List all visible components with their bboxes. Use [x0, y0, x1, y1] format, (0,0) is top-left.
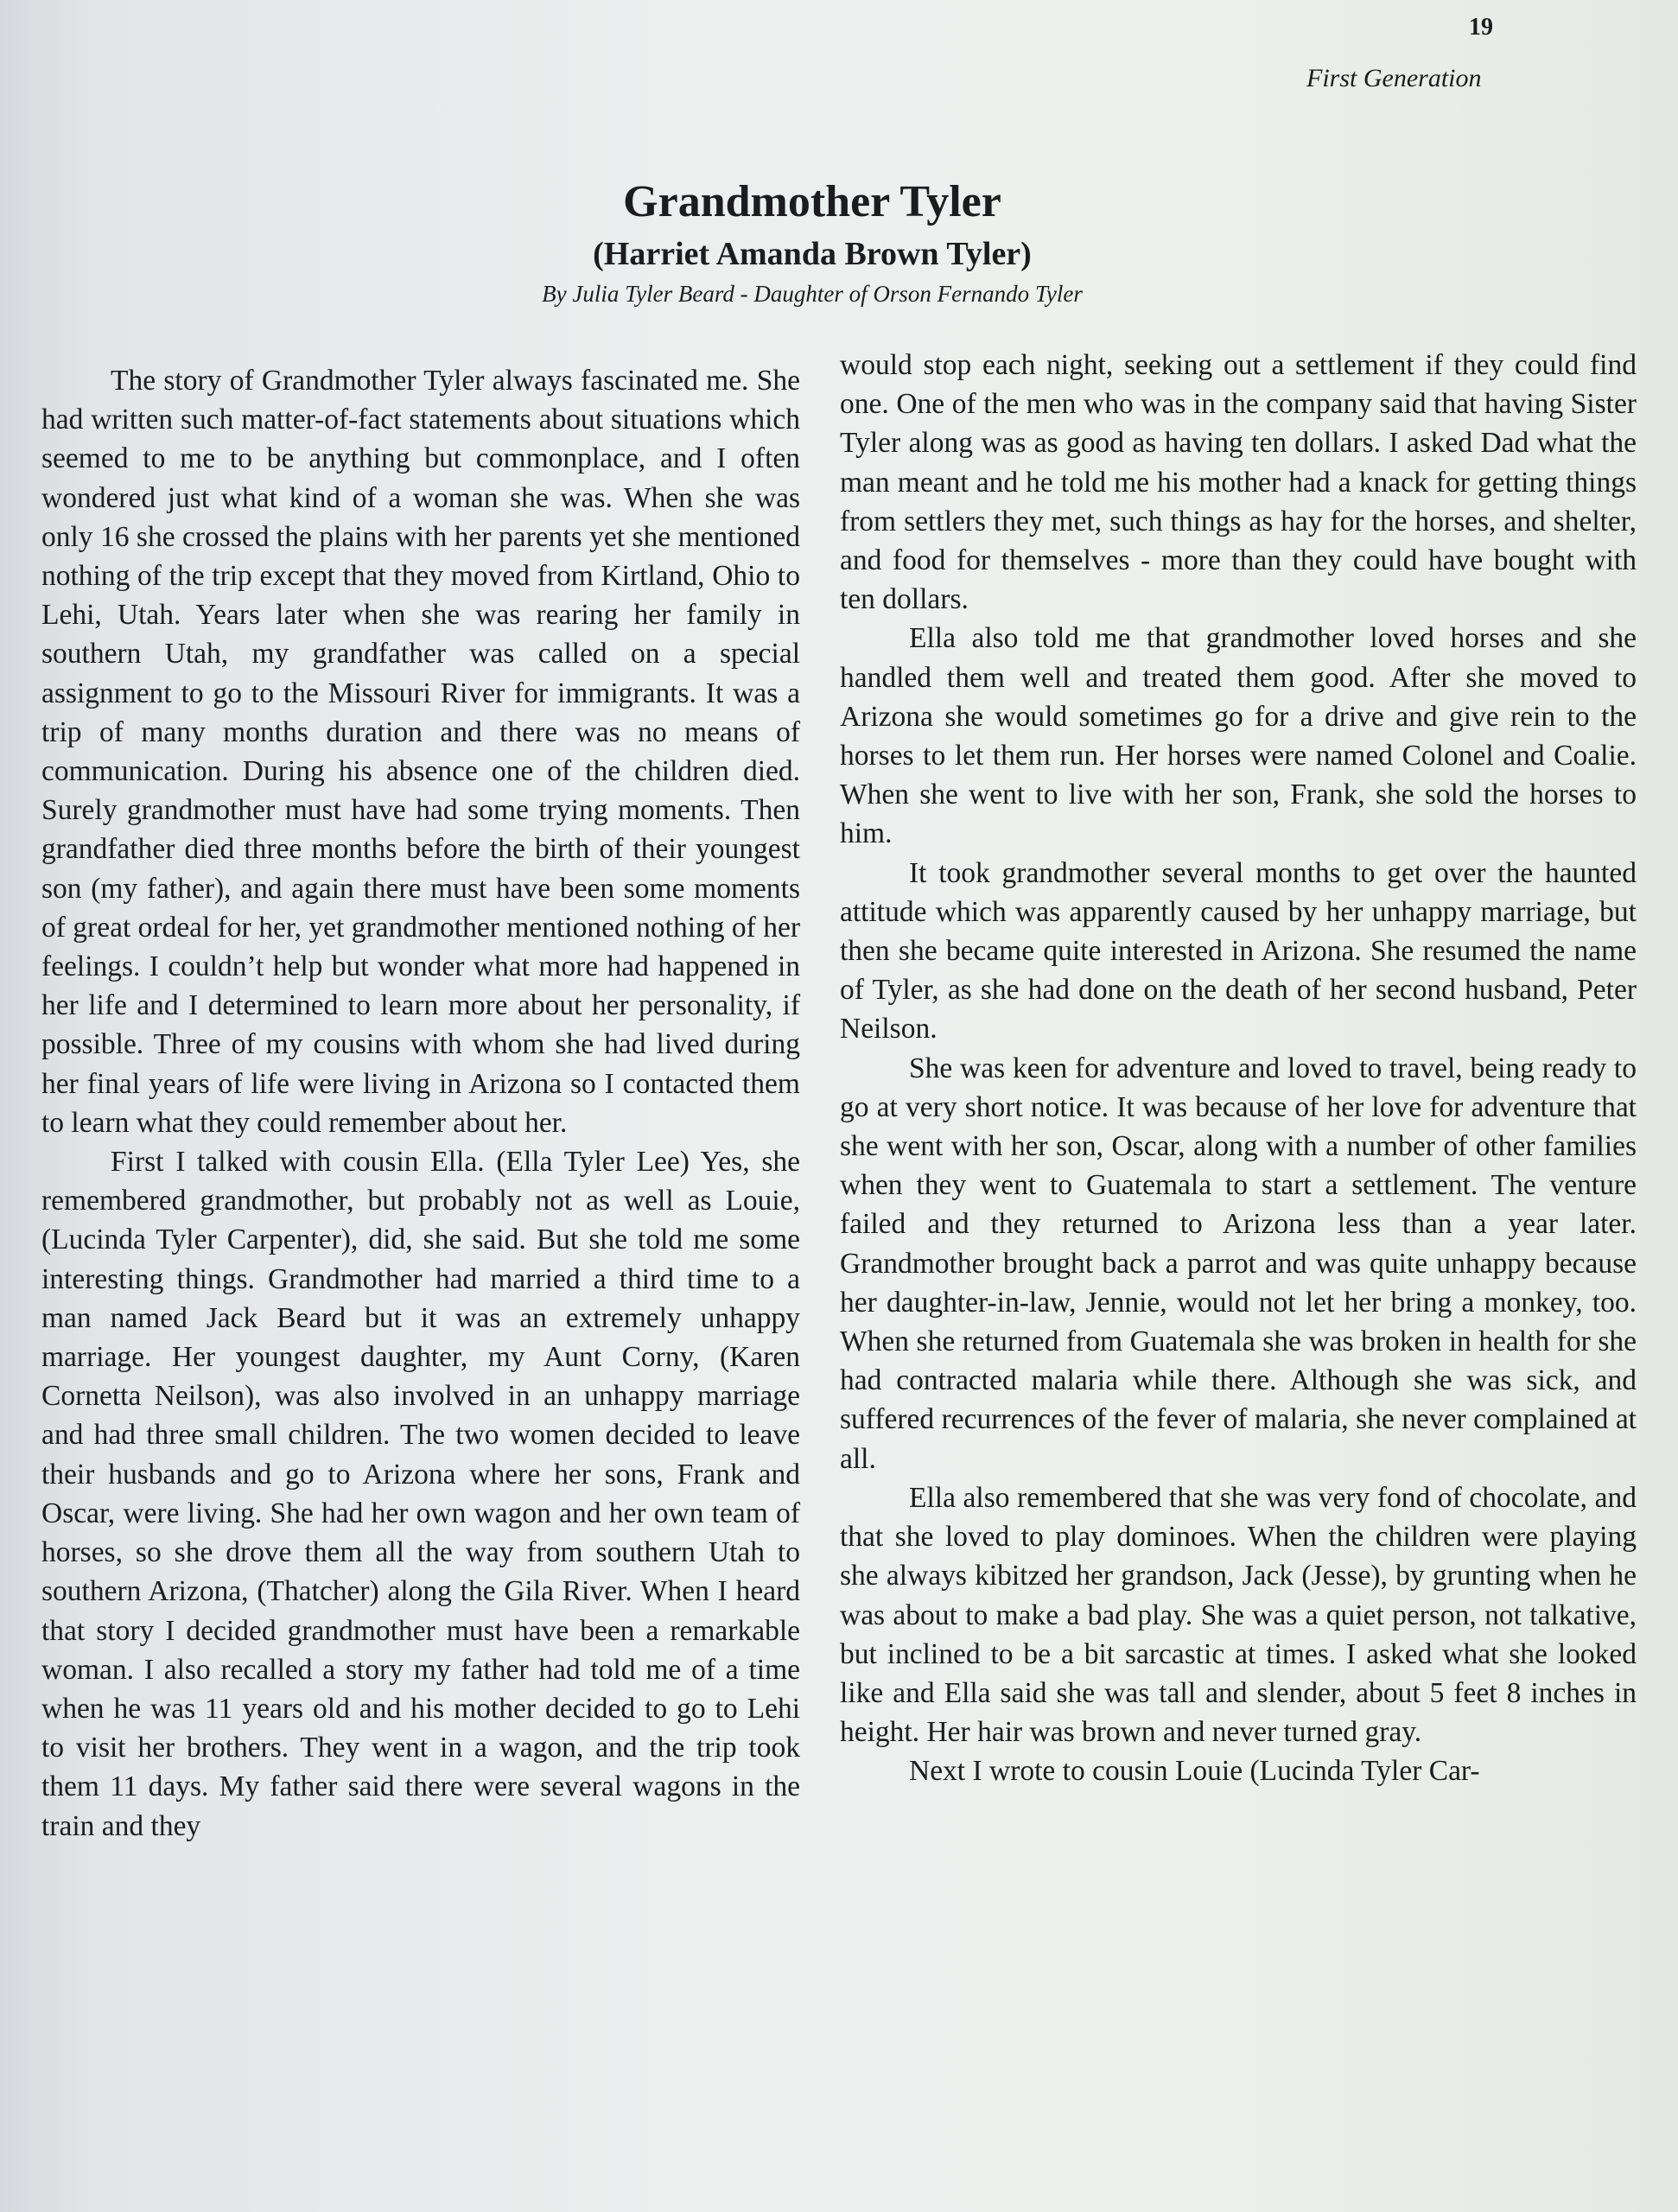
article-byline: By Julia Tyler Beard - Daughter of Orson Fernando Tyler	[542, 281, 1083, 307]
article-title: Grandmother Tyler	[623, 177, 1001, 226]
paragraph: would stop each night, seeking out a settlement if they could find one. One of the men who was in the company said that having Sister Tyler along was as good as having ten dollars. I asked Dad what the man meant and he told me his mother had a knack for getting things from settlers they met, such things as hay for the horses, and shelter, and food for themselves - more than they could have bought with ten dollars.	[840, 349, 1637, 616]
paragraph: Ella also remembered that she was very fond of chocolate, and that she loved to play dominoes. When the children were playing she always kibitzed her grandson, Jack (Jesse), by grunting when he was about to make a bad play. She was a quiet person, not talkative, but inclined to be a bit sarcastic at times. I asked what she looked like and Ella said she was tall and slender, about 5 feet 8 inches in height. Her hair was brown and never turned gray.	[840, 1481, 1637, 1749]
article-subtitle: (Harriet Amanda Brown Tyler)	[593, 236, 1032, 272]
page-number: 19	[1469, 14, 1493, 41]
section-label: First Generation	[1306, 64, 1482, 92]
paragraph: It took grandmother several months to get over the haunted attitude which was apparently caused by her unhappy marriage, but then she became quite interested in Arizona. She resumed the name of Tyler, as she had done on the death of her second husband, Peter Neilson.	[840, 856, 1637, 1046]
paragraph: The story of Grandmother Tyler always fascinated me. She had written such matter-of-fact statements about situations which seemed to me to be anything but commonplace, and I often wondered just what kind of a woman she was. When she was only 16 she crossed the plains with her parents yet she mentioned nothing of the trip except that they moved from Kirtland, Ohio to Lehi, Utah. Years later when she was rearing her family in southern Utah, my grandfather was called on a special assignment to go to the Missouri River for immigrants. It was a trip of many months duration and there was no means of communication. During his absence one of the children died. Surely grandmother must have had some trying moments. Then grandfather died three months before the birth of their youngest son (my father), and again there must have been some moments of great ordeal for her, yet grandmother mentioned nothing of her feelings. I couldn’t help but wonder what more had happened in her life and I determined to learn more about her personality, if possible. Three of my cousins with whom she had lived during her final years of life were living in Arizona so I contacted them to learn what they could remember about her.	[41, 365, 800, 1139]
paragraph: Ella also told me that grandmother loved horses and she handled them well and treated them good. After she moved to Arizona she would sometimes go for a drive and give rein to the horses to let them run. Her horses were named Colonel and Coalie. When she went to live with her son, Frank, she sold the horses to him.	[840, 622, 1637, 850]
paragraph: She was keen for adventure and loved to travel, being ready to go at very short notice. It was because of her love for adventure that she went with her son, Oscar, along with a number of other families when they went to Guatemala to start a settlement. The venture failed and they returned to Arizona less than a year later. Grandmother brought back a parrot and was quite unhappy because her daughter-in-law, Jennie, would not let her bring a monkey, too. When she returned from Guatemala she was broken in health for she had contracted malaria while there. Although she was sick, and suffered recurrences of the fever of malaria, she never complained at all.	[840, 1052, 1637, 1475]
paragraph: First I talked with cousin Ella. (Ella Tyler Lee) Yes, she remembered grandmother, but probably not as well as Louie, (Lucinda Tyler Carpenter), did, she said. But she told me some interesting things. Grandmother had married a third time to a man named Jack Beard but it was an extremely unhappy marriage. Her youngest daughter, my Aunt Corny, (Karen Cornetta Neilson), was also involved in an unhappy marriage and had three small children. The two women decided to leave their husbands and go to Arizona where her sons, Frank and Oscar, were living. She had her own wagon and her own team of horses, so she drove them all the way from southern Utah to southern Arizona, (Thatcher) along the Gila River. When I heard that story I decided grandmother must have been a remarkable woman. I also recalled a story my father had told me of a time when he was 11 years old and his mother decided to go to Lehi to visit her brothers. They went in a wagon, and the trip took them 11 days. My father said there were several wagons in the train and they	[41, 1146, 800, 1842]
paragraph: Next I wrote to cousin Louie (Lucinda Tyler Car-	[909, 1755, 1480, 1788]
article-header	[380, 173, 1244, 311]
right-column	[840, 346, 1637, 1791]
left-column	[41, 361, 800, 1846]
